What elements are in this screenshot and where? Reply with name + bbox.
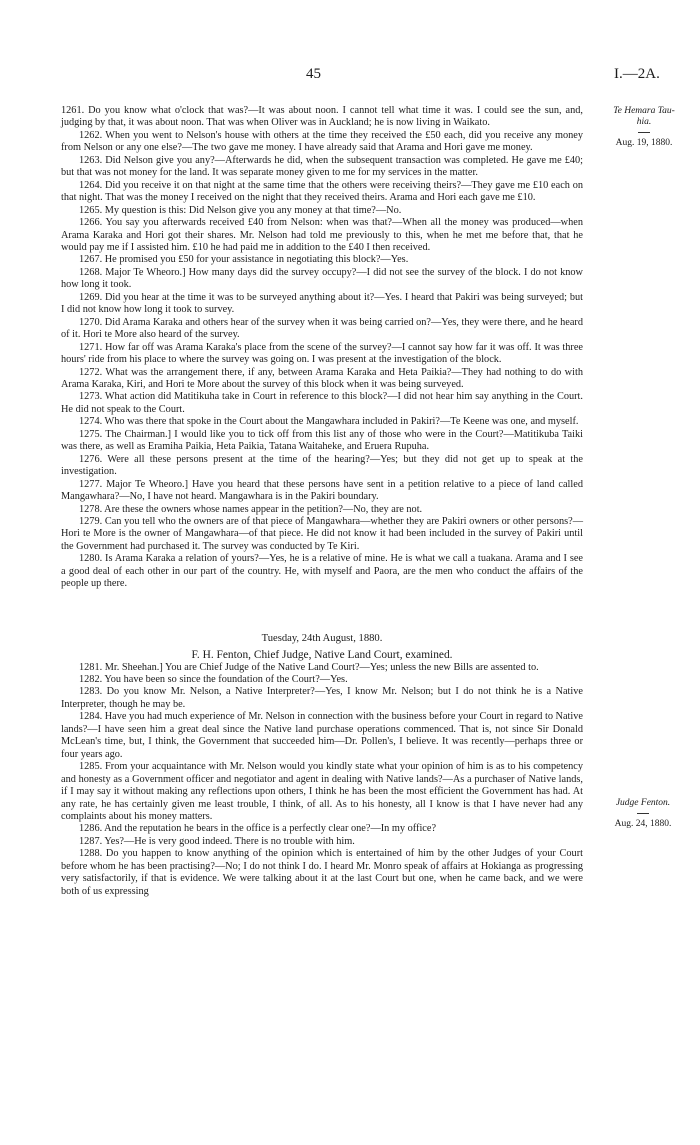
paragraph-q1266: 1266. You say you afterwards received £40 from Nelson: when was that?—When all the money was produced—when Arama Karaka and Hori got their shares. Mr. Nelson had told me previously to this, when he met me before that, that he would pay me if I assisted him. £10 he had paid me in addition to the £40 I then received. (61, 217, 583, 253)
paragraph-q1268: 1268. Major Te Wheoro.] How many days did the survey occupy?—I did not see the survey of the block. I do not know how long it took. (61, 266, 583, 291)
paragraph-q1281: 1281. Mr. Sheehan.] You are Chief Judge of the Native Land Court?—Yes; unless the new Bills are assented to. (79, 661, 539, 673)
paragraph-q1270: 1270. Did Arama Karaka and others hear of the survey when it was being carried on?—Yes, they were there, and he heard of it. Hori te More also heard of the survey. (61, 316, 583, 341)
paragraph-q1286: 1286. And the reputation he bears in the office is a perfectly clear one?—In my office? (79, 823, 437, 835)
margin-note-witness-2 (593, 798, 693, 830)
paragraph-q1282: 1282. You have been so since the foundation of the Court?—Yes. (79, 674, 348, 686)
paragraph-q1269: 1269. Did you hear at the time it was to be surveyed anything about it?—Yes. I heard that Pakiri was being surveyed; but I did not know how long it took to survey. (61, 291, 583, 316)
paragraph-q1273: 1273. What action did Matitikuha take in Court in reference to this block?—I did not hear him say anything in the Court. He did not speak to the Court. (61, 391, 583, 415)
margin-rule (638, 132, 650, 133)
paragraph-q1261: 1261. Do you know what o'clock that was?—It was about noon. I cannot tell what time it was. I could see the sun, and, judging by that, it was about noon. That was when Oliver was in Auckland; he is now living in Waikato. (61, 105, 583, 129)
margin-note-witness-1 (590, 106, 698, 149)
paragraph-q1278: 1278. Are these the owners whose names appear in the petition?—No, they are not. (79, 503, 423, 515)
witness-heading: F. H. Fenton, Chief Judge, Native Land Court, examined. (191, 649, 453, 662)
margin-date-1: Aug. 19, 1880. (615, 138, 673, 148)
paragraph-q1276: 1276. Were all these persons present at the time of the hearing?—Yes; but they did not get up to speak at the investigation. (61, 453, 583, 478)
paragraph-q1280: 1280. Is Arama Karaka a relation of yours?—Yes, he is a relative of mine. He is what we call a tuakana. Arama and I see a good deal of each other in our part of the country. He, with myself and Paora, are the men who conduct the affairs of the people up there. (61, 553, 583, 590)
paragraph-q1265: 1265. My question is this: Did Nelson give you any money at that time?—No. (79, 204, 402, 216)
paragraph-q1287: 1287. Yes?—He is very good indeed. There is no trouble with him. (79, 835, 355, 847)
margin-witness-1-line1: Te Hemara Tau- (613, 106, 675, 116)
paragraph-q1262: 1262. When you went to Nelson's house with others at the time they received the £50 each, did you receive any money from Nelson or any one else?—The two gave me money. I have already said that Arama and Hori gave me money. (61, 129, 583, 154)
paragraph-q1267: 1267. He promised you £50 for your assistance in negotiating this block?—Yes. (79, 254, 409, 266)
section-date-heading: Tuesday, 24th August, 1880. (261, 632, 383, 644)
page-reference: I.—2A. (614, 66, 660, 82)
page-number: 45 (306, 66, 321, 82)
paragraph-q1288: 1288. Do you happen to know anything of the opinion which is entertained of him by the other Judges of your Court before whom he has been practising?—No; I do not think I do. I heard Mr. Monro speak of affairs at Hokianga as progressing very satisfactorily, if that is evidence. We were talking about it at the last Court but one, when he came back, and we were both of us expressing (61, 848, 583, 897)
margin-witness-2: Judge Fenton. (615, 798, 671, 808)
paragraph-q1283: 1283. Do you know Mr. Nelson, a Native Interpreter?—Yes, I know Mr. Nelson; but I do not think he is a Native Interpreter, though he may be. (61, 686, 583, 710)
margin-rule (637, 813, 649, 814)
paragraph-q1271: 1271. How far off was Arama Karaka's place from the scene of the survey?—I cannot say how far it was off. It was three hours' ride from his place to where the survey was going on. I was present at the investigation of the block. (61, 341, 583, 366)
page-header (0, 66, 700, 86)
paragraph-q1263: 1263. Did Nelson give you any?—Afterwards he did, when the subsequent transaction was completed. He gave me £40; but that was not money for the land. It was separate money given to me for my services in the matter. (61, 154, 583, 179)
paragraph-q1284: 1284. Have you had much experience of Mr. Nelson in connection with the business before your Court in regard to Native lands?—I have seen him a great deal since the Native land purchase operations commenced. That is, not since Sir Donald McLean's time, but, I think, the Government that succeeded him—Dr. Pollen's, I believe. It was recently—perhaps three or four years ago. (61, 711, 583, 760)
paragraph-q1264: 1264. Did you receive it on that night at the same time that the others were receiving theirs?—They gave me £10 each on that night. That was the money I received on the night that they received theirs. Arama and Hori each gave me £10. (61, 179, 583, 204)
paragraph-q1279: 1279. Can you tell who the owners are of that piece of Mangawhara—whether they are Pakiri owners or other persons?—Hori te More is the owner of Mangawhara—of that piece. He did not know it had been included in the survey of Pakiri until the Government had purchased it. The survey was conducted by Te Kiri. (61, 515, 583, 552)
paragraph-q1274: 1274. Who was there that spoke in the Court about the Mangawhara included in Pakiri?—Te Keene was one, and myself. (79, 416, 579, 428)
margin-witness-1-line2: hia. (636, 117, 652, 127)
main-text-column (61, 105, 583, 898)
paragraph-q1285: 1285. From your acquaintance with Mr. Nelson would you kindly state what your opinion of him is as to his competency and honesty as a Government officer and negotiator and agent in dealing with Native lands?—As a purchaser of Native lands, if I may say it without making any reflections upon others, I think he has been the most efficient the Government has had. At any rate, he has certainly given me least trouble, I think, of all. As to his honesty, all I know is that I have never had any complaints about his money matters. (61, 761, 583, 823)
paragraph-q1275: 1275. The Chairman.] I would like you to tick off from this list any of those who were in the Court?—Matitikuba Taiki was there, as well as Eramiha Paikia, Heta Paikia, Tatana Waitaheke, and Eruera Rupuha. (61, 428, 583, 453)
paragraph-q1277: 1277. Major Te Wheoro.] Have you heard that these persons have sent in a petition relative to a piece of land called Mangawhara?—No, I have not heard. Mangawhara is in the Pakiri boundary. (61, 478, 583, 503)
margin-date-2: Aug. 24, 1880. (614, 819, 672, 829)
paragraph-q1272: 1272. What was the arrangement there, if any, between Arama Karaka and Heta Paikia?—They had nothing to do with Arama Karaka, Kiri, and Hori te More about the survey of this block when it was being surveyed. (61, 366, 583, 390)
